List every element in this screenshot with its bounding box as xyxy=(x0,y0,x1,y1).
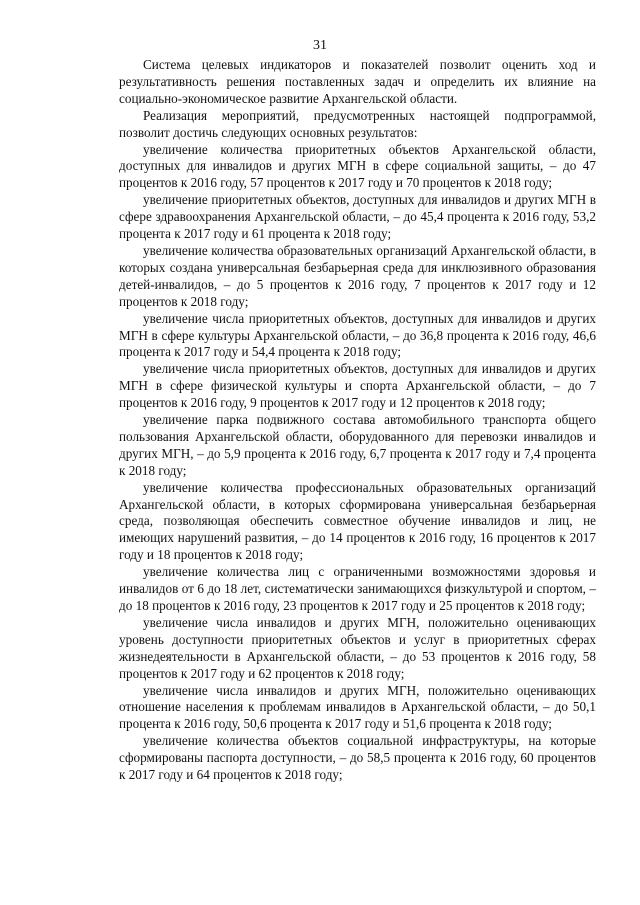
list-item-youth-sport: увеличение количества лиц с ограниченными возможностями здоровья и инвалидов от 6 до 18 лет, систематически занимающихся физкультурой и спортом, – до 18 процентов к 2016 году, 23 процентов к 2017 году и 25 процентов к 2018 году; xyxy=(119,564,596,613)
list-item-public-transport: увеличение парка подвижного состава автомобильного транспорта общего пользования Архангельской области, оборудованного для перевозки инвалидов и других МГН, – до 5,9 процента к 2016 году, 6,7 процента к 2017 году и 7,4 процента к 2018 году; xyxy=(119,412,596,478)
list-item-public-attitude: увеличение числа инвалидов и других МГН, положительно оценивающих отношение населения к проблемам инвалидов в Архангельской области, – до 50,1 процента к 2016 году, 50,6 процента к 2017 году и 51,6 процента к 2018 году; xyxy=(119,682,596,732)
list-item-accessibility-assessment: увеличение числа инвалидов и других МГН, положительно оценивающих уровень доступности приоритетных объектов и услуг в приоритетных сферах жизнедеятельности в Архангельской области, – до 53 процентов к 2016 году, 58 процентов к 2017 году и 62 процентов к 2018 году; xyxy=(119,614,596,681)
paragraph-implementation-intro: Реализация мероприятий, предусмотренных настоящей подпрограммой, позволит достичь следующих основных результатов: xyxy=(119,107,596,140)
list-item-social-protection: увеличение количества приоритетных объектов Архангельской области, доступных для инвалидов и других МГН в сфере социальной защиты, – до 47 процентов к 2016 году, 57 процентов к 2017 году и 70 процентов к 2018 году; xyxy=(119,141,596,191)
document-body xyxy=(119,57,596,784)
page-number: 31 xyxy=(313,38,327,53)
list-item-inclusive-education: увеличение количества образовательных организаций Архангельской области, в которых создана универсальная безбарьерная среда для инклюзивного образования детей-инвалидов, – до 5 процентов к 2016 году, 7 процентов к 2017 году и 12 процентов к 2018 году; xyxy=(119,242,596,309)
list-item-culture: увеличение числа приоритетных объектов, доступных для инвалидов и других МГН в сфере культуры Архангельской области, – до 36,8 процента к 2016 году, 46,6 процента к 2017 году и 54,4 процента к 2018 году; xyxy=(119,310,596,360)
paragraph-indicators-system: Система целевых индикаторов и показателей позволит оценить ход и результативность решения поставленных задач и определить их влияние на социально-экономическое развитие Архангельской области. xyxy=(119,57,596,106)
list-item-healthcare: увеличение приоритетных объектов, доступных для инвалидов и других МГН в сфере здравоохранения Архангельской области, – до 45,4 процента к 2016 году, 53,2 процента к 2017 году и 61 процента к 2018 году; xyxy=(119,192,596,242)
list-item-accessibility-passports: увеличение количества объектов социальной инфраструктуры, на которые сформированы паспорта доступности, – до 58,5 процента к 2016 году, 60 процентов к 2017 году и 64 процентов к 2018 году; xyxy=(119,733,596,783)
list-item-professional-education: увеличение количества профессиональных образовательных организаций Архангельской области, в которых сформирована универсальная безбарьерная среда, позволяющая обеспечить совместное обучение инвалидов и лиц, не имеющих нарушений развития, – до 14 процентов к 2016 году, 16 процентов к 2017 году и 18 процентов к 2018 году; xyxy=(119,479,596,563)
list-item-physical-culture-sport: увеличение числа приоритетных объектов, доступных для инвалидов и других МГН в сфере физической культуры и спорта Архангельской области, – до 7 процентов к 2016 году, 9 процентов к 2017 году и 12 процентов к 2018 году; xyxy=(119,361,596,411)
